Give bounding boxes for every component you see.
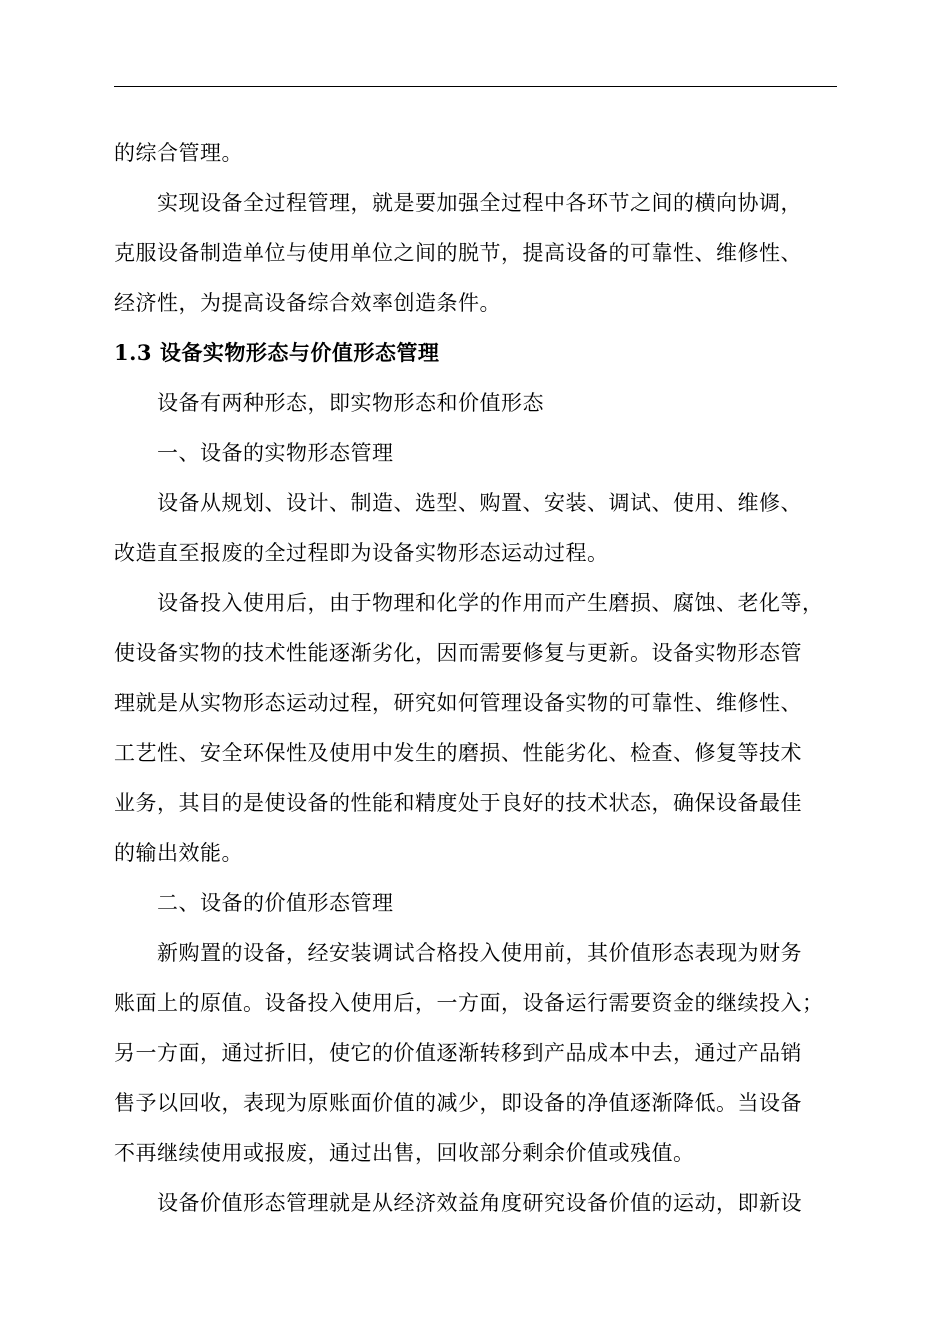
text-line: 售予以回收，表现为原账面价值的减少，即设备的净值逐渐降低。当设备 [114, 1091, 802, 1115]
text-line: 一、设备的实物形态管理 [157, 441, 394, 465]
text-line: 实现设备全过程管理，就是要加强全过程中各环节之间的横向协调， [157, 191, 802, 215]
header-rule [114, 86, 837, 87]
text-line: 设备投入使用后，由于物理和化学的作用而产生磨损、腐蚀、老化等， [157, 591, 824, 615]
text-line: 二、设备的价值形态管理 [157, 891, 394, 915]
text-line: 新购置的设备，经安装调试合格投入使用前，其价值形态表现为财务 [157, 941, 802, 965]
text-line: 设备有两种形态，即实物形态和价值形态 [157, 391, 544, 415]
text-line: 使设备实物的技术性能逐渐劣化，因而需要修复与更新。设备实物形态管 [114, 641, 802, 665]
document-body [114, 128, 837, 1228]
text-line: 经济性，为提高设备综合效率创造条件。 [114, 291, 501, 315]
text-line: 克服设备制造单位与使用单位之间的脱节，提高设备的可靠性、维修性、 [114, 241, 802, 265]
text-line: 设备价值形态管理就是从经济效益角度研究设备价值的运动，即新设 [157, 1191, 802, 1215]
text-line: 工艺性、安全环保性及使用中发生的磨损、性能劣化、检查、修复等技术 [114, 741, 802, 765]
section-heading: 1.3 设备实物形态与价值形态管理 [114, 340, 440, 365]
text-line: 账面上的原值。设备投入使用后，一方面，设备运行需要资金的继续投入； [114, 991, 824, 1015]
text-line: 改造直至报废的全过程即为设备实物形态运动过程。 [114, 541, 609, 565]
text-line: 的综合管理。 [114, 141, 243, 165]
text-line: 的输出效能。 [114, 841, 243, 865]
text-line: 设备从规划、设计、制造、选型、购置、安装、调试、使用、维修、 [157, 491, 802, 515]
text-line: 另一方面，通过折旧，使它的价值逐渐转移到产品成本中去，通过产品销 [114, 1041, 802, 1065]
text-line: 不再继续使用或报废，通过出售，回收部分剩余价值或残值。 [114, 1141, 695, 1165]
text-line: 理就是从实物形态运动过程，研究如何管理设备实物的可靠性、维修性、 [114, 691, 802, 715]
text-line: 业务，其目的是使设备的性能和精度处于良好的技术状态，确保设备最佳 [114, 791, 802, 815]
